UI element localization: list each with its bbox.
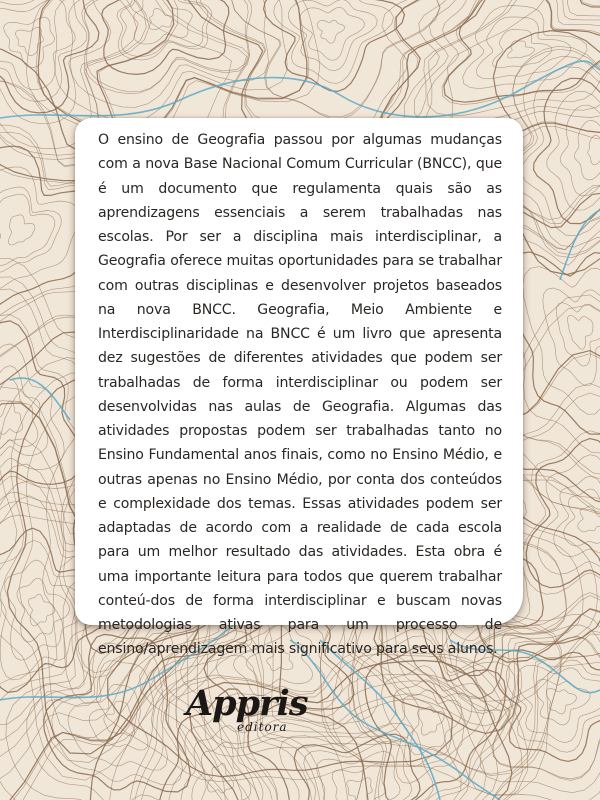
contour-line (82, 0, 252, 94)
river-line (10, 378, 70, 420)
contour-line (506, 658, 600, 753)
contour-line (560, 105, 600, 196)
contour-line (149, 9, 173, 30)
contour-line (588, 135, 600, 164)
contour-line (568, 315, 594, 349)
contour-line (134, 0, 192, 44)
contour-line (365, 646, 506, 800)
contour-line (418, 707, 445, 735)
contour-line (0, 401, 23, 434)
publisher-logo (186, 683, 308, 746)
contour-line (554, 476, 600, 556)
contour-line (507, 41, 534, 58)
contour-line (0, 0, 87, 102)
contour-line (402, 690, 462, 755)
contour-line (0, 379, 38, 451)
contour-line (9, 215, 35, 245)
contour-line (317, 20, 344, 43)
contour-line (547, 91, 600, 210)
contour-line (52, 643, 183, 785)
contour-line (84, 0, 248, 92)
contour-line (332, 765, 386, 800)
contour-line (492, 30, 552, 68)
contour-line (4, 17, 55, 67)
contour-line (0, 194, 55, 266)
contour-line (102, 0, 229, 74)
publisher-name: Appris (186, 683, 308, 724)
publisher-tagline: editora (237, 720, 288, 734)
contour-line (535, 680, 590, 725)
contour-line (526, 439, 600, 588)
contour-line (304, 741, 412, 800)
contour-line (523, 267, 600, 415)
contour-line (28, 594, 55, 626)
contour-line (5, 560, 85, 660)
contour-line (546, 689, 576, 715)
book-description: O ensino de Geografia passou por algumas mudanças com a nova Base Nacional Comum Curricular (BNCC), que é um documento que regulamenta quais são as aprendizagens essenciais a serem trabalhadas nas escolas. Por ser a disciplina mais interdisciplinar, a Geografia oferece muitas oportunidades para se trabalhar com outras disciplinas e desenvolver projetos baseados na nova BNCC. Geografia, Meio Ambiente e Interdisciplinaridade na BNCC é um livro que apresenta dez sugestões de diferentes atividades que podem ser trabalhadas de forma interdisciplinar ou podem ser desenvolvidas nas aulas de Geografia. Algumas das atividades propostas podem ser trabalhadas tanto no Ensino Fundamental anos finais, como no Ensino Médio, e outras apenas no Ensino Médio, por conta dos conteúdos e complexidade dos temas. Essas atividades podem ser adaptadas de acordo com a realidade de cada escola para um melhor resultado das atividades. Esta obra é uma importante leitura para todos que querem trabalhar conteú-dos de forma interdisciplinar e buscam novas metodologias ativas para um processo de ensino/aprendizagem mais significativo para seus alunos. (98, 132, 502, 658)
contour-line (556, 303, 600, 367)
contour-line (0, 187, 61, 273)
